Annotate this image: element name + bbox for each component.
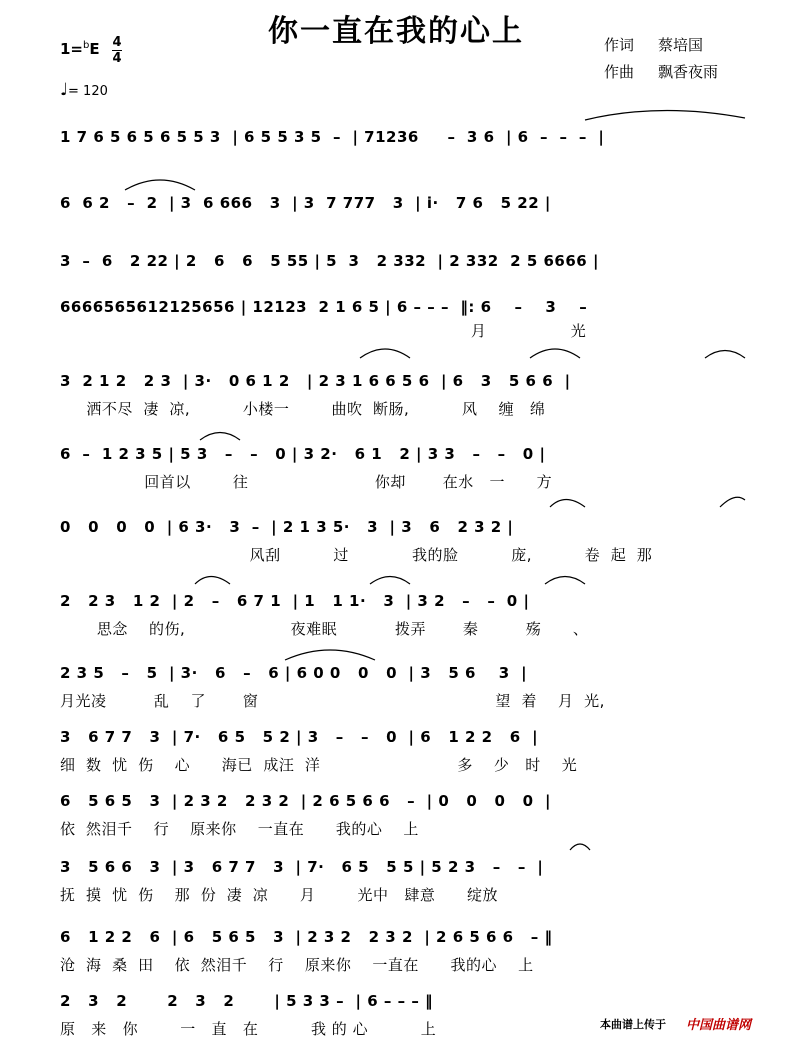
site-logo: 中国曲谱网 <box>686 1018 752 1033</box>
lyric-line: 回首以 往 你却 在水 一 方 <box>60 473 553 491</box>
notation-line: 6 6 2 – 2 | 3 6 666 3 | 3 7 777 3 | i· 7 6 5 22 | <box>60 194 551 212</box>
tempo-value: = 120 <box>68 84 108 99</box>
key-note: E <box>89 40 100 58</box>
quarter-note-icon: ♩ <box>60 80 69 100</box>
notation-line: 3 2 1 2 2 3 | 3· 0 6 1 2 | 2 3 1 6 6 5 6 | 6 3 5 6 6 | <box>60 372 571 390</box>
lyric-line: 依 然泪千 行 原来你 一直在 我的心 上 <box>60 820 419 838</box>
time-bottom: 4 <box>112 51 122 66</box>
credit-role: 作词 <box>604 36 635 54</box>
time-top: 4 <box>112 35 122 50</box>
notation-line: 0 0 0 0 | 6 3· 3 – | 2 1 3 5· 3 | 3 6 2 3 2 | <box>60 518 514 536</box>
lyric-line: 思念 的伤, 夜难眠 拨弄 秦 殇 、 <box>60 620 589 638</box>
notation-line: 2 2 3 1 2 | 2 – 6 7 1 | 1 1 1· 3 | 3 2 – – 0 | <box>60 592 530 610</box>
notation-line: 3 6 7 7 3 | 7· 6 5 5 2 | 3 – – 0 | 6 1 2 2 6 | <box>60 728 539 746</box>
lyric-line: 风刮 过 我的脸 庞, 卷 起 那 <box>60 546 653 564</box>
notation-line: 1 7 6 5 6 5 6 5 5 3 | 6 5 5 3 5 – | 71236 – 3 6 | 6 – – – | <box>60 128 605 146</box>
credit-name: 飘香夜雨 <box>658 63 719 81</box>
lyric-line: 抚 摸 忧 伤 那 份 凄 凉 月 光中 肆意 绽放 <box>60 886 498 904</box>
notation-line: 6666565612125656 | 12123 2 1 6 5 | 6 – – – ‖: 6 – 3 – <box>60 298 588 316</box>
lyric-line: 洒不尽 凄 凉, 小楼一 曲吹 断肠, 风 缠 绵 <box>60 400 546 418</box>
lyric-line: 沧 海 桑 田 依 然泪千 行 原来你 一直在 我的心 上 <box>60 956 534 974</box>
notation-line: 2 3 5 – 5 | 3· 6 – 6 | 6 0 0 0 0 | 3 5 6 3 | <box>60 664 528 682</box>
notation-line: 6 – 1 2 3 5 | 5 3 – – 0 | 3 2· 6 1 2 | 3 3 – – 0 | <box>60 445 546 463</box>
notation-line: 6 1 2 2 6 | 6 5 6 5 3 | 2 3 2 2 3 2 | 2 6 5 6 6 – ‖ <box>60 928 553 946</box>
lyric-line: 细 数 忧 伤 心 海已 成汪 洋 多 少 时 光 <box>60 756 578 774</box>
key-prefix: 1= <box>60 40 84 58</box>
notation-line: 2 3 2 2 3 2 | 5 3 3 – | 6 – – – ‖ <box>60 992 434 1010</box>
lyric-line: 月光凌 乱 了 窗 望 着 月 光, <box>60 692 605 710</box>
flat-sign: b <box>83 40 90 51</box>
notation-line: 3 – 6 2 22 | 2 6 6 5 55 | 5 3 2 332 | 2 332 2 5 6666 | <box>60 252 599 270</box>
notation-line: 3 5 6 6 3 | 3 6 7 7 3 | 7· 6 5 5 5 | 5 2 3 – – | <box>60 858 544 876</box>
song-title: 你一直在我的心上 <box>268 14 524 49</box>
credit-name: 蔡培国 <box>658 36 704 54</box>
lyric-line: 原 来 你 一 直 在 我 的 心 上 <box>60 1020 437 1038</box>
credit-role: 作曲 <box>604 63 635 81</box>
lyric-line: 月 光 <box>60 322 587 340</box>
footer-text: 本曲谱上传于 <box>600 1018 666 1031</box>
notation-line: 6 5 6 5 3 | 2 3 2 2 3 2 | 2 6 5 6 6 – | 0 0 0 0 | <box>60 792 551 810</box>
